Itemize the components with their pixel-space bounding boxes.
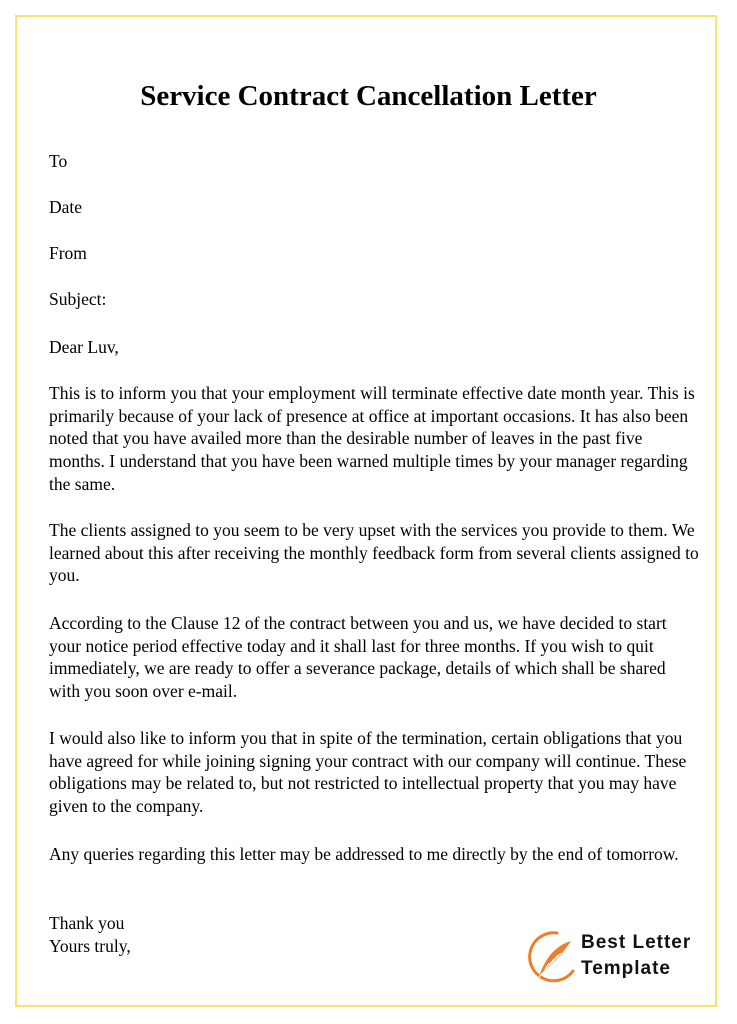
brand-logo	[527, 927, 707, 987]
to-field: To	[49, 151, 68, 171]
closing-thanks: Thank you	[49, 913, 125, 933]
logo-text-line1: Best Letter	[581, 932, 692, 953]
from-field: From	[49, 243, 87, 263]
body-paragraph-5: Any queries regarding this letter may be addressed to me directly by the end of tomorrow.	[49, 844, 679, 864]
body-paragraph-1: This is to inform you that your employment will terminate effective date month year. This is primarily because of your lack of presence at office at important occasions. It has also been noted that you have availed more than the desirable number of leaves in the past five months. I understand that you have been warned multiple times by your manager regarding the same.	[49, 383, 695, 494]
body-paragraph-3: According to the Clause 12 of the contract between you and us, we have decided to start your notice period effective today and it shall last for three months. If you wish to quit immediately, we are ready to offer a severance package, details of which shall be shared with you soon over e-mail.	[49, 613, 667, 702]
date-field: Date	[49, 197, 83, 217]
closing-signoff: Yours truly,	[49, 936, 131, 956]
body-paragraph-4: I would also like to inform you that in spite of the termination, certain obligations that you have agreed for while joining signing your contract with our company will continue. These obligations may be related to, but not restricted to intellectual property that you may have given to the company.	[49, 728, 687, 817]
salutation: Dear Luv,	[49, 337, 119, 357]
logo-text-line2: Template	[581, 958, 672, 979]
feather-pen-icon	[527, 927, 579, 987]
subject-field: Subject:	[49, 289, 107, 309]
body-paragraph-2: The clients assigned to you seem to be very upset with the services you provide to them. We learned about this after receiving the monthly feedback form from several clients assigned to you.	[49, 520, 699, 586]
letter-title: Service Contract Cancellation Letter	[140, 80, 597, 112]
